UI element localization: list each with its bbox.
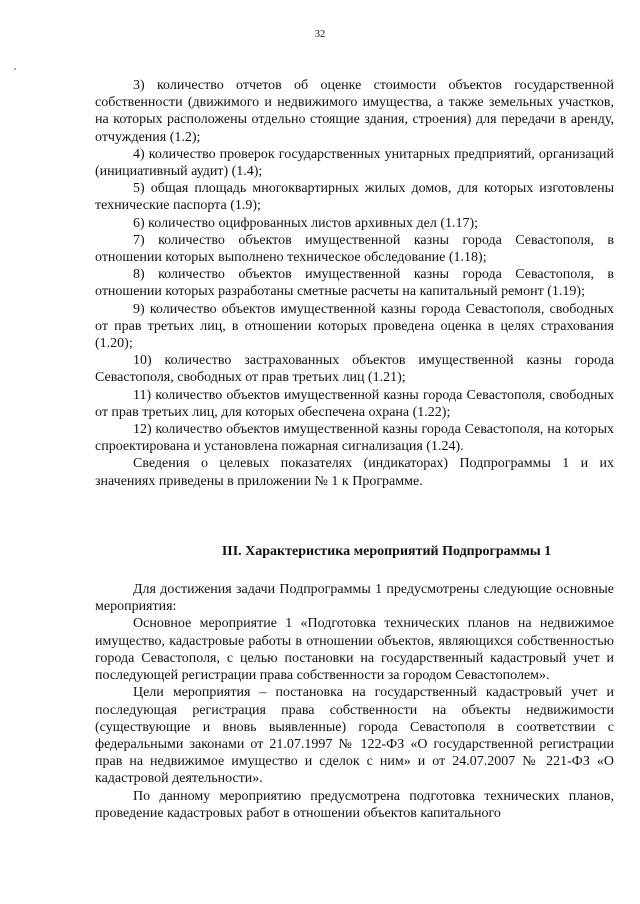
page-number: 32 (314, 29, 326, 40)
main-activity-1-paragraph: Основное мероприятие 1 «Подготовка технических планов на недвижимое имущество, кадастровые работы в отношении объектов, являющихся собственностью города Севастополя, с целью постановки на государственный кадастровый учет и последующей регистрации права собственности за городом Севастополем». (95, 616, 614, 684)
list-item-8: 8) количество объектов имущественной казны города Севастополя, в отношении которых разработаны сметные расчеты на капитальный ремонт (1.19); (95, 267, 614, 300)
scan-speck (14, 68, 16, 70)
indicators-reference-paragraph: Сведения о целевых показателях (индикаторах) Подпрограммы 1 и их значениях приведены в приложении № 1 к Программе. (95, 456, 614, 489)
list-item-4: 4) количество проверок государственных унитарных предприятий, организаций (инициативный аудит) (1.4); (95, 146, 614, 180)
section-heading: III. Характеристика мероприятий Подпрограммы 1 (221, 543, 552, 559)
list-item-10: 10) количество застрахованных объектов имущественной казны города Севастополя, свободных от прав третьих лиц (1.21); (95, 353, 614, 386)
list-item-6: 6) количество оцифрованных листов архивных дел (1.17); (133, 215, 479, 231)
list-item-7: 7) количество объектов имущественной казны города Севастополя, в отношении которых выполнено техническое обследование (1.18); (95, 232, 614, 266)
heading-spacer (95, 560, 614, 581)
list-item-5: 5) общая площадь многоквартирных жилых домов, для которых изготовлены технические паспорта (1.9); (95, 181, 614, 214)
list-item-12: 12) количество объектов имущественной казны города Севастополя, на которых спроектирована и установлена пожарная сигнализация (1.24). (95, 422, 614, 455)
activity-details-paragraph: По данному мероприятию предусмотрена подготовка технических планов, проведение кадастровых работ в отношении объектов капитального (95, 788, 614, 821)
intro-paragraph: Для достижения задачи Подпрограммы 1 предусмотрены следующие основные мероприятия: (95, 582, 614, 615)
list-item-3: 3) количество отчетов об оценке стоимости объектов государственной собственности (движимого и недвижимого имущества, а также земельных участков, на которых расположены отдельно стоящие здания, строения) для передачи в аренду, отчуждения (1.2); (95, 78, 614, 145)
list-item-9: 9) количество объектов имущественной казны города Севастополя, свободных от прав третьих лиц, в отношении которых проведена оценка в целях страхования (1.20); (95, 301, 614, 352)
document-body (95, 77, 614, 822)
list-item-11: 11) количество объектов имущественной казны города Севастополя, свободных от прав третьих лиц, для которых обеспечена охрана (1.22); (95, 387, 614, 420)
activity-goals-paragraph: Цели мероприятия – постановка на государственный кадастровый учет и последующая регистрация права собственности на объекты недвижимости (существующие и вновь выявленные) города Севастополя в соответствии с федеральными законами от 21.07.1997 № 122-ФЗ «О государственной регистрации прав на недвижимое имущество и сделок с ним» и от 24.07.2007 № 221-ФЗ «О кадастровой деятельности». (95, 685, 614, 787)
